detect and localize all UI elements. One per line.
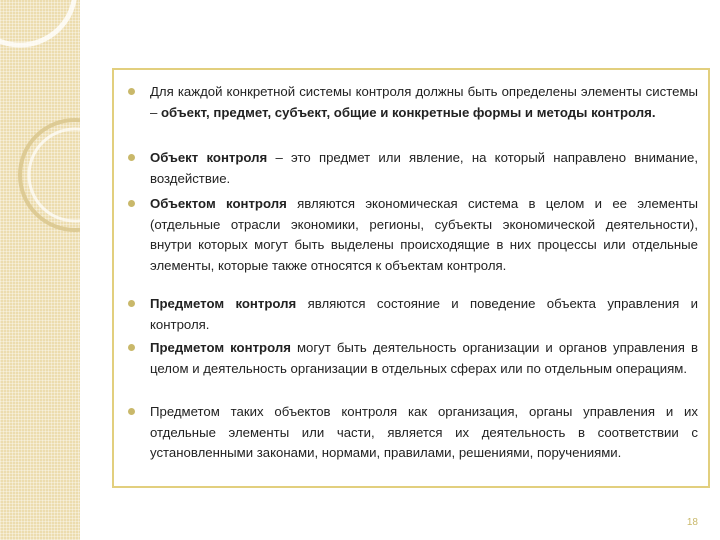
bullet-text-3 bbox=[150, 194, 698, 276]
text-tail: могут быть деятельность организации и органов управления в целом и деятельность организации в отдельных сферах или по отдельным операциям. bbox=[150, 340, 698, 376]
bullet-icon bbox=[128, 300, 135, 307]
bullet-text-4 bbox=[150, 294, 698, 335]
text-tail: – это предмет или явление, на который направлено внимание, воздействие. bbox=[150, 150, 698, 186]
text-tail: являются состояние и поведение объекта управления и контроля. bbox=[150, 296, 699, 332]
page-number: 18 bbox=[686, 517, 698, 528]
text-bold: Объект контроля bbox=[150, 150, 268, 165]
decorative-circles bbox=[0, 0, 80, 540]
bullet-icon bbox=[128, 154, 135, 161]
text-bold: Предметом контроля bbox=[150, 340, 291, 355]
text-tail: являются экономическая система в целом и ее элементы (отдельные отрасли экономики, регионы, субъекты экономической деятельности), внутри которых могут быть выделены происходящие в них процессы или отдельные элементы, которые также относятся к объектам контроля. bbox=[150, 196, 698, 273]
bullet-icon bbox=[128, 88, 135, 95]
text-lead: Для каждой конкретной системы контроля должны быть определены элементы системы – bbox=[150, 84, 698, 120]
text-tail: . bbox=[651, 104, 656, 120]
bullet-text-5 bbox=[150, 338, 698, 379]
bullet-icon bbox=[128, 408, 135, 415]
text-bold: объект, предмет, субъект, общие и конкретные формы и методы контроля bbox=[161, 104, 652, 120]
bullet-text-1 bbox=[150, 82, 698, 123]
decorative-side-strip bbox=[0, 0, 80, 540]
bullet-icon bbox=[128, 344, 135, 351]
content-frame bbox=[112, 68, 710, 488]
bullet-icon bbox=[128, 200, 135, 207]
text-bold: Предметом контроля bbox=[150, 296, 297, 311]
bullet-text-2 bbox=[150, 148, 698, 189]
bullet-text-6: Предметом таких объектов контроля как организация, органы управления и их отдельные элементы или части, является их деятельность в соответствии с установленными законами, нормами, правилами, решениями, поручениями. bbox=[150, 404, 698, 461]
text-bold: Объектом контроля bbox=[150, 196, 287, 211]
